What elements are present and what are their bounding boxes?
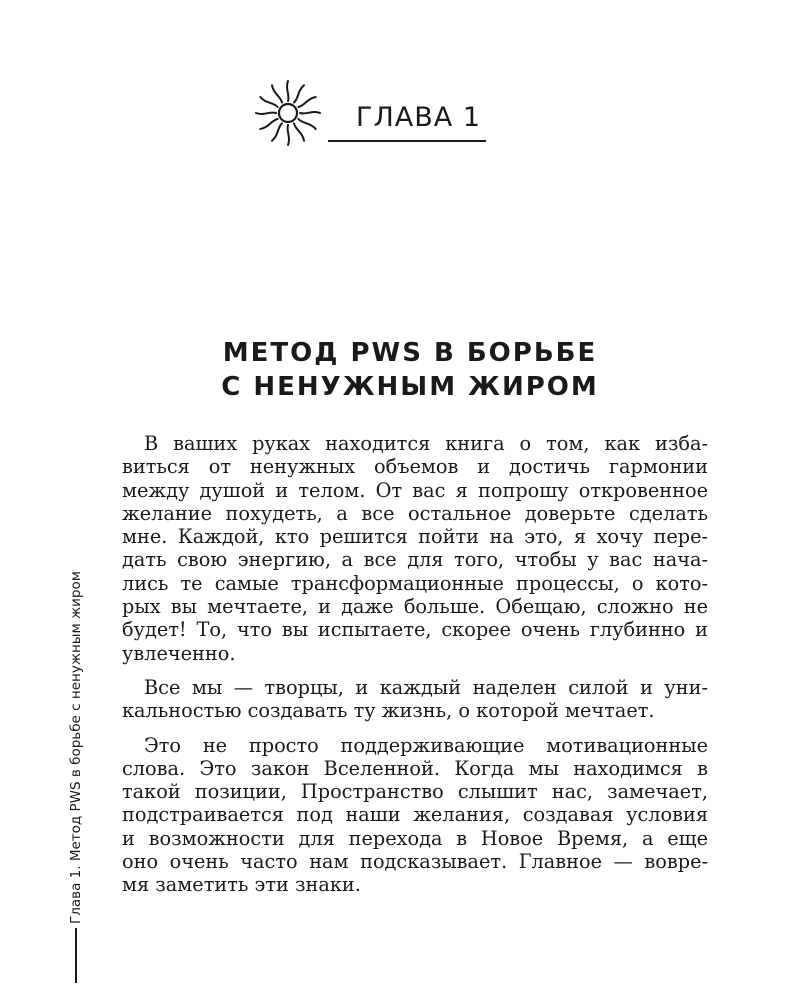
- paragraph-1: [122, 432, 708, 665]
- text-line: оно очень часто нам подсказывает. Главное — вовре-: [122, 850, 708, 874]
- title-line-1: МЕТОД PWS В БОРЬБЕ: [222, 338, 598, 368]
- text-line: такой позиции, Пространство слышит нас, замечает,: [122, 780, 708, 804]
- running-head: [68, 571, 84, 983]
- page-title: [100, 336, 720, 404]
- text-line: будет! То, что вы испытаете, скорее очень глубинно и: [122, 618, 708, 642]
- body-text: [122, 432, 708, 908]
- text-line: лись те самые трансформационные процессы, о кото-: [122, 571, 708, 595]
- text-line: дать свою энергию, а все для того, чтобы у вас нача-: [122, 548, 708, 572]
- paragraph-3: [122, 734, 708, 897]
- sun-swirl-icon: [250, 75, 326, 151]
- text-line: слова. Это закон Вселенной. Когда мы находимся в: [122, 756, 708, 780]
- text-line: Все мы — творцы, и каждый наделен силой и уни-: [144, 675, 708, 699]
- text-line: виться от ненужных объемов и достичь гармонии: [122, 455, 708, 479]
- text-line: увлеченно.: [122, 641, 236, 665]
- text-line: В ваших руках находится книга о том, как изба-: [144, 432, 708, 455]
- text-line: мне. Каждой, кто решится пойти на это, я хочу пере-: [122, 525, 708, 549]
- title-line-2: С НЕНУЖНЫМ ЖИРОМ: [221, 372, 599, 402]
- text-line: Это не просто поддерживающие мотивационные: [144, 733, 708, 757]
- running-head-text: Глава 1. Метод PWS в борьбе с ненужным жиром: [68, 571, 84, 924]
- text-line: рых вы мечтаете, и даже больше. Обещаю, сложно не: [122, 595, 708, 619]
- text-line: подстраивается под наши желания, создавая условия: [122, 803, 708, 827]
- running-head-rule: [75, 928, 77, 983]
- chapter-label: ГЛАВА 1: [356, 102, 481, 133]
- text-line: кальностью создавать ту жизнь, о которой мечтает.: [122, 699, 655, 723]
- text-line: мя заметить эти знаки.: [122, 873, 361, 897]
- chapter-underline: [328, 140, 486, 142]
- paragraph-2: [122, 676, 708, 723]
- text-line: между душой и телом. От вас я попрошу откровенное: [122, 478, 708, 502]
- chapter-header: [250, 70, 490, 150]
- text-line: желание похудеть, а все остальное доверьте сделать: [122, 501, 708, 525]
- text-line: и возможности для перехода в Новое Время, а еще: [122, 826, 708, 850]
